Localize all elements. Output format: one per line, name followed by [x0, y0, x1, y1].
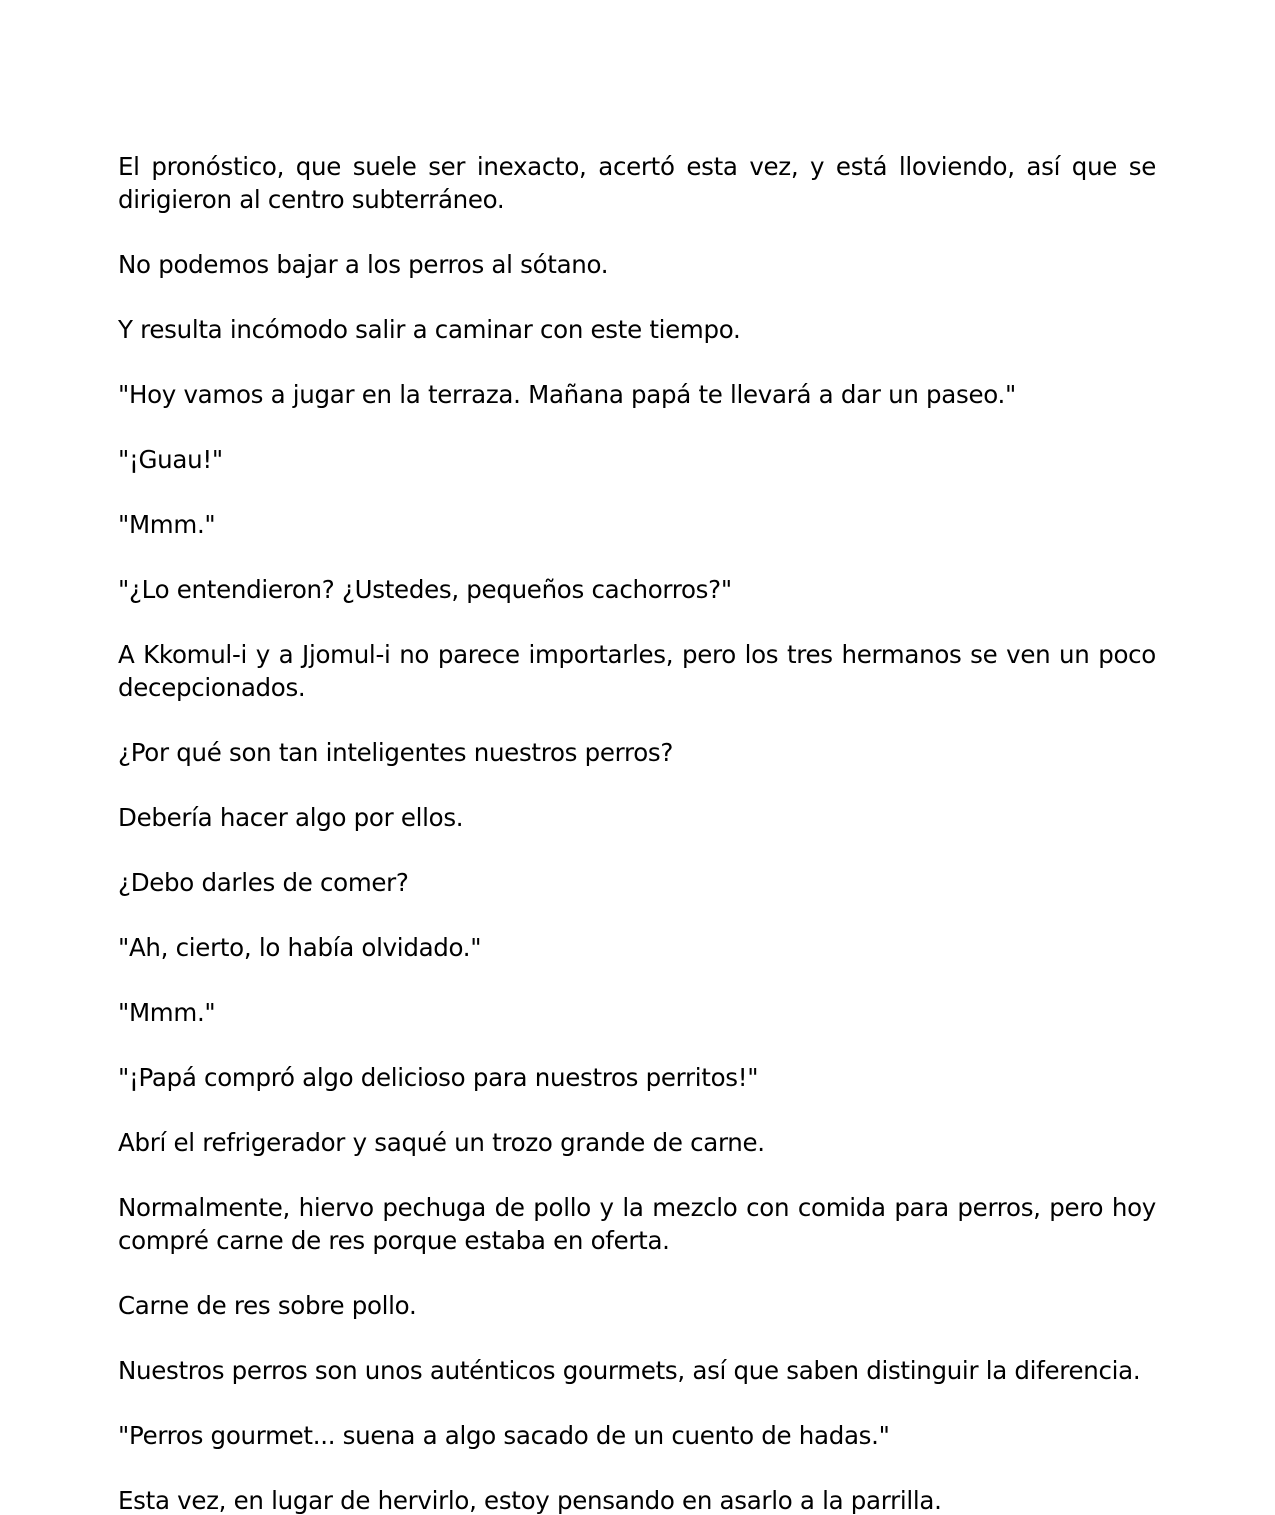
paragraph: Debería hacer algo por ellos. — [118, 803, 464, 832]
paragraph: "¡Guau!" — [118, 445, 223, 474]
paragraph: Carne de res sobre pollo. — [118, 1291, 417, 1320]
paragraph: Normalmente, hiervo pechuga de pollo y la mezclo con comida para perros, pero hoy compré carne de res porque estaba en oferta. — [118, 1193, 1156, 1255]
paragraph: "Mmm." — [118, 510, 216, 539]
paragraph: No podemos bajar a los perros al sótano. — [118, 250, 609, 279]
paragraph: "Mmm." — [118, 998, 216, 1027]
document-body — [118, 150, 1156, 1515]
paragraph: "Ah, cierto, lo había olvidado." — [118, 933, 482, 962]
paragraph: ¿Debo darles de comer? — [118, 868, 409, 897]
paragraph: ¿Por qué son tan inteligentes nuestros perros? — [118, 738, 674, 767]
paragraph: A Kkomul-i y a Jjomul-i no parece importarles, pero los tres hermanos se ven un poco decepcionados. — [118, 640, 1156, 702]
paragraph: El pronóstico, que suele ser inexacto, acertó esta vez, y está lloviendo, así que se dirigieron al centro subterráneo. — [118, 152, 1156, 214]
paragraph: Nuestros perros son unos auténticos gourmets, así que saben distinguir la diferencia. — [118, 1356, 1141, 1385]
paragraph: "Hoy vamos a jugar en la terraza. Mañana papá te llevará a dar un paseo." — [118, 380, 1016, 409]
paragraph: "¿Lo entendieron? ¿Ustedes, pequeños cachorros?" — [118, 575, 732, 604]
paragraph: Y resulta incómodo salir a caminar con este tiempo. — [118, 315, 741, 344]
paragraph: "Perros gourmet... suena a algo sacado de un cuento de hadas." — [118, 1421, 890, 1450]
paragraph: Abrí el refrigerador y saqué un trozo grande de carne. — [118, 1128, 765, 1157]
paragraph: "¡Papá compró algo delicioso para nuestros perritos!" — [118, 1063, 759, 1092]
paragraph: Esta vez, en lugar de hervirlo, estoy pensando en asarlo a la parrilla. — [118, 1486, 942, 1515]
